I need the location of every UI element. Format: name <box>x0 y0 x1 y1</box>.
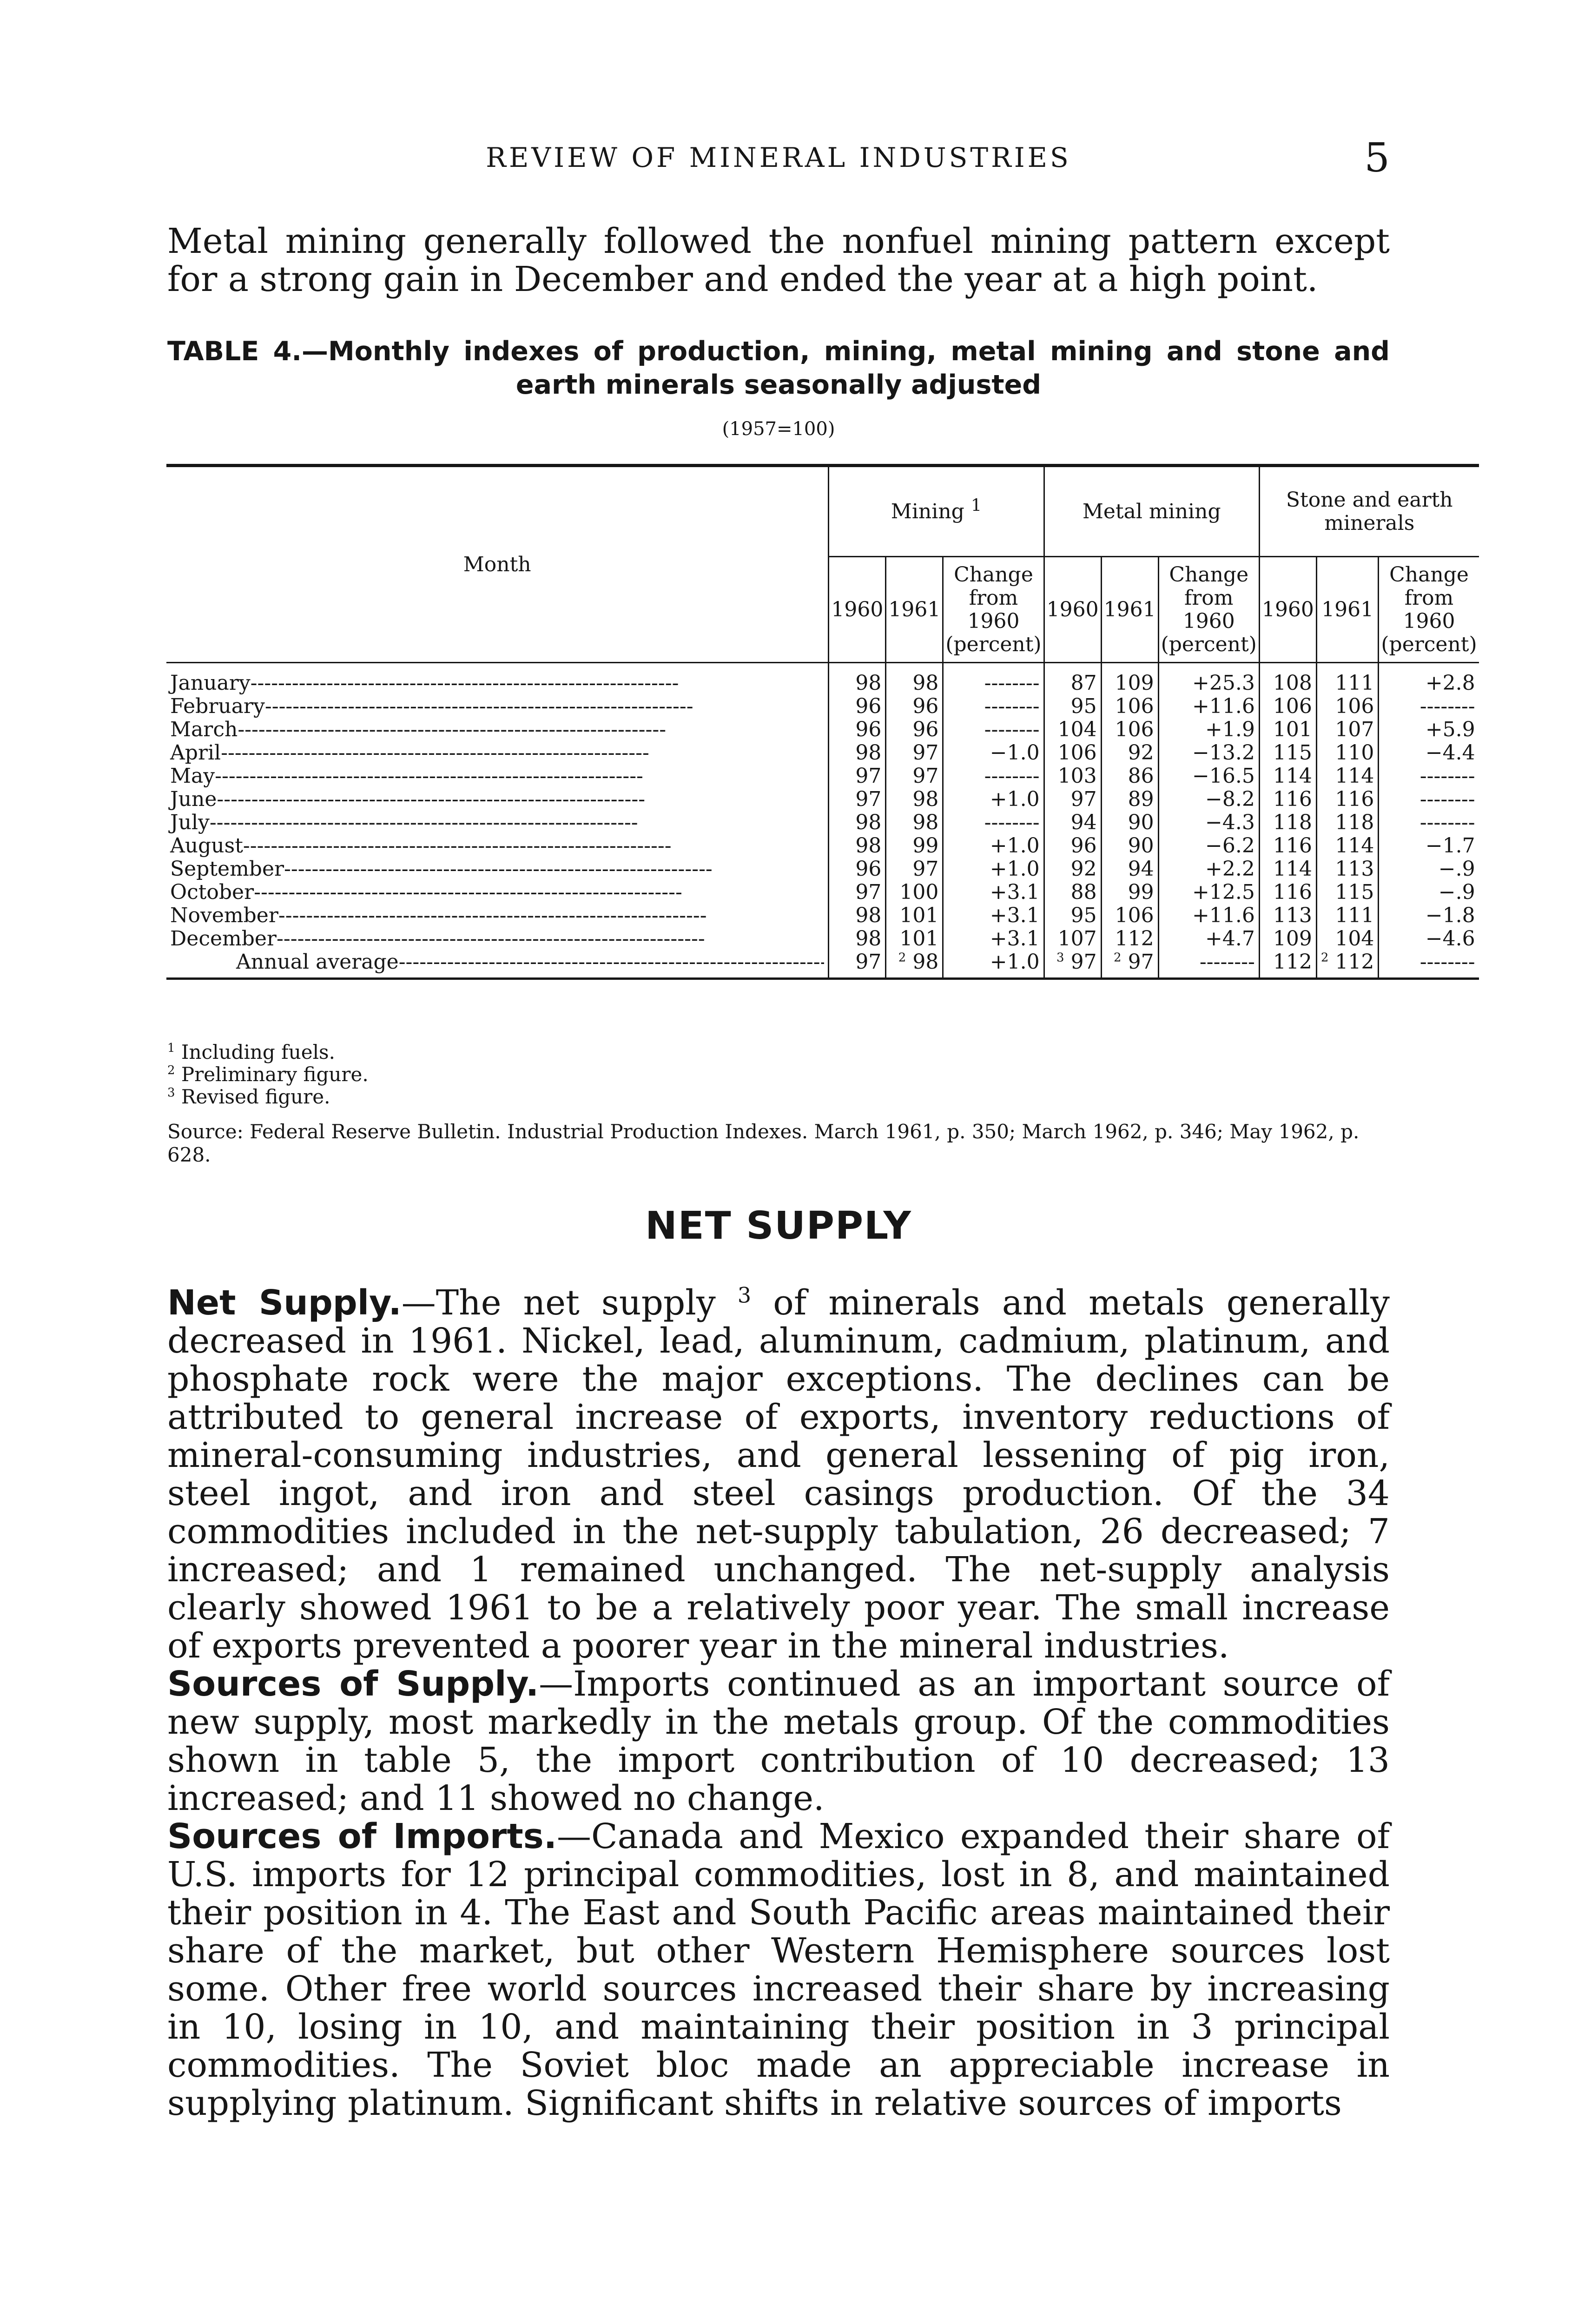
value-cell: 97 <box>829 765 886 788</box>
value-cell: 96 <box>886 718 943 741</box>
running-title: REVIEW OF MINERAL INDUSTRIES <box>486 142 1071 173</box>
metal-mining-group-header: Metal mining <box>1044 466 1259 557</box>
note-mark: 2 <box>1114 951 1122 965</box>
col-1960: 1960 <box>1044 557 1101 663</box>
value: 112 <box>1335 950 1374 974</box>
value: 97 <box>1128 950 1154 974</box>
value-cell <box>1044 951 1101 979</box>
month-cell <box>166 788 829 811</box>
dot-leader <box>277 927 824 951</box>
value-cell: +1.0 <box>943 788 1044 811</box>
stone-earth-group-header: Stone and earth minerals <box>1259 466 1479 557</box>
value-cell: 97 <box>886 765 943 788</box>
value: 112 <box>1273 950 1312 974</box>
table-row <box>166 695 1479 718</box>
month-cell <box>166 811 829 834</box>
table-note <box>167 1063 1390 1086</box>
value: 98 <box>912 950 939 974</box>
month-label: November <box>170 904 278 927</box>
value-cell: -------- <box>1379 788 1479 811</box>
month-label: September <box>170 857 284 881</box>
value-cell <box>1379 951 1479 979</box>
value-cell: 97 <box>1044 788 1101 811</box>
table-footnotes <box>167 1041 1390 1108</box>
sources-of-supply-text: —Imports continued as an important source of new supply, most markedly in the metals group. Of the commodities shown in table 5, the import contribution of 10 decreased; 13 increased; and 11 showed no change. <box>167 1664 1390 1818</box>
table-row <box>166 881 1479 904</box>
value-cell: -------- <box>943 765 1044 788</box>
table-note <box>167 1086 1390 1108</box>
value-cell <box>886 951 943 979</box>
value-cell: 92 <box>1044 858 1101 881</box>
table-caption-line2: earth minerals seasonally adjusted <box>515 370 1042 400</box>
value-cell: 98 <box>829 811 886 834</box>
value-cell: 97 <box>829 788 886 811</box>
table-note <box>167 1041 1390 1063</box>
value-cell: +3.1 <box>943 904 1044 927</box>
mining-label: Mining <box>891 499 964 523</box>
annual-average-label: Annual average <box>236 950 399 974</box>
sources-of-imports-text: —Canada and Mexico expanded their share of U.S. imports for 12 principal commodities, lost in 8, and maintained their position in 4. The East and South Pacific areas maintained their share of the market, but other Western Hemisphere sources lost some. Other free world sources increased their share by increasing in 10, losing in 10, and maintaining their position in 3 principal commodities. The Soviet bloc made an appreciable increase in supplying platinum. Significant shifts in relative sources of imports <box>167 1816 1390 2123</box>
value-cell: 96 <box>829 858 886 881</box>
value: -------- <box>1419 950 1475 974</box>
value-cell: 96 <box>886 695 943 718</box>
value-cell: 99 <box>886 834 943 858</box>
col-1961: 1961 <box>1316 557 1379 663</box>
value-cell: 106 <box>1044 741 1101 765</box>
value-cell: 98 <box>886 811 943 834</box>
value-cell: 97 <box>829 881 886 904</box>
month-label: February <box>170 694 265 718</box>
value-cell: 111 <box>1316 904 1379 927</box>
value-cell: 106 <box>1101 904 1158 927</box>
value-cell: 97 <box>886 858 943 881</box>
month-label: March <box>170 718 238 741</box>
value-cell: +11.6 <box>1158 904 1259 927</box>
value-cell: 116 <box>1259 881 1316 904</box>
annual-average-row <box>166 951 1479 979</box>
month-cell <box>166 663 829 695</box>
value-cell: 114 <box>1259 765 1316 788</box>
source-note: Source: Federal Reserve Bulletin. Industrial Production Indexes. March 1961, p. 350; March 1962, p. 346; May 1962, p. 628. <box>167 1120 1360 1166</box>
value-cell: +5.9 <box>1379 718 1479 741</box>
table-row <box>166 718 1479 741</box>
value: -------- <box>1199 950 1255 974</box>
value-cell: −.9 <box>1379 881 1479 904</box>
value-cell: 114 <box>1259 858 1316 881</box>
value-cell: 106 <box>1316 695 1379 718</box>
value-cell: −1.7 <box>1379 834 1479 858</box>
value-cell: +2.8 <box>1379 663 1479 695</box>
value-cell: 109 <box>1101 663 1158 695</box>
value-cell: 94 <box>1101 858 1158 881</box>
month-cell <box>166 695 829 718</box>
value-cell: 96 <box>829 695 886 718</box>
page-number: 5 <box>1364 135 1390 181</box>
running-header <box>167 135 1390 184</box>
table-base-note: (1957=100) <box>722 418 835 440</box>
month-cell <box>166 765 829 788</box>
value-cell: 104 <box>1044 718 1101 741</box>
value-cell <box>1259 951 1316 979</box>
month-label: August <box>170 834 243 858</box>
value-cell: −8.2 <box>1158 788 1259 811</box>
table-row <box>166 858 1479 881</box>
value-cell: 115 <box>1316 881 1379 904</box>
value-cell: +1.9 <box>1158 718 1259 741</box>
value: 97 <box>1070 950 1097 974</box>
value-cell: −16.5 <box>1158 765 1259 788</box>
value-cell: 101 <box>886 904 943 927</box>
table-note-text: Preliminary figure. <box>181 1063 369 1086</box>
intro-paragraph: Metal mining generally followed the nonfuel mining pattern except for a strong gain in December and ended the year at a high point. <box>167 221 1390 299</box>
col-1961: 1961 <box>1101 557 1158 663</box>
dot-leader <box>243 834 824 858</box>
value-cell: 116 <box>1259 834 1316 858</box>
table-note-text: Revised figure. <box>181 1085 330 1108</box>
value-cell: 112 <box>1101 927 1158 951</box>
value-cell: −13.2 <box>1158 741 1259 765</box>
value-cell: 96 <box>1044 834 1101 858</box>
value-cell: 114 <box>1316 834 1379 858</box>
value-cell: +1.0 <box>943 858 1044 881</box>
mining-note-mark: 1 <box>970 495 982 515</box>
value-cell: 92 <box>1101 741 1158 765</box>
value-cell: 115 <box>1259 741 1316 765</box>
value-cell: 86 <box>1101 765 1158 788</box>
table-row <box>166 927 1479 951</box>
dot-leader <box>251 672 824 695</box>
value-cell <box>829 951 886 979</box>
col-change: Change from 1960 (percent) <box>1158 557 1259 663</box>
value-cell: 106 <box>1101 718 1158 741</box>
month-cell <box>166 741 829 765</box>
value-cell: -------- <box>943 811 1044 834</box>
value-cell: 98 <box>829 927 886 951</box>
table-caption <box>167 335 1390 402</box>
value-cell: 106 <box>1259 695 1316 718</box>
value-cell: −1.8 <box>1379 904 1479 927</box>
value-cell: -------- <box>943 695 1044 718</box>
dot-leader <box>254 881 824 904</box>
value-cell: 113 <box>1316 858 1379 881</box>
col-change: Change from 1960 (percent) <box>943 557 1044 663</box>
value-cell: 118 <box>1316 811 1379 834</box>
value-cell: 111 <box>1316 663 1379 695</box>
table-caption-line1: TABLE 4.—Monthly indexes of production, mining, metal mining and stone and <box>167 336 1390 367</box>
value-cell: 107 <box>1044 927 1101 951</box>
value-cell: −1.0 <box>943 741 1044 765</box>
value-cell: 114 <box>1316 765 1379 788</box>
col-change: Change from 1960 (percent) <box>1379 557 1479 663</box>
table-row <box>166 904 1479 927</box>
value-cell: 95 <box>1044 695 1101 718</box>
dot-leader <box>284 858 824 881</box>
value-cell: 99 <box>1101 881 1158 904</box>
value-cell: 116 <box>1316 788 1379 811</box>
value-cell: 103 <box>1044 765 1101 788</box>
net-supply-text-start: —The net supply <box>401 1283 716 1323</box>
month-label: April <box>170 741 221 765</box>
month-label: December <box>170 927 277 951</box>
value-cell: −4.3 <box>1158 811 1259 834</box>
value: +1.0 <box>990 950 1040 974</box>
value-cell: +25.3 <box>1158 663 1259 695</box>
value-cell <box>1316 951 1379 979</box>
value-cell: 104 <box>1316 927 1379 951</box>
value-cell: -------- <box>1379 765 1479 788</box>
value-cell: -------- <box>943 663 1044 695</box>
table-note-mark: 1 <box>167 1041 175 1055</box>
sources-of-imports-heading: Sources of Imports. <box>167 1816 557 1856</box>
value-cell: 113 <box>1259 904 1316 927</box>
month-cell <box>166 858 829 881</box>
dot-leader <box>238 718 824 741</box>
value-cell: +12.5 <box>1158 881 1259 904</box>
value-cell: 94 <box>1044 811 1101 834</box>
value-cell: 96 <box>829 718 886 741</box>
section-title: NET SUPPLY <box>645 1204 912 1248</box>
note-mark: 2 <box>898 951 906 965</box>
month-header: Month <box>166 466 829 663</box>
month-cell <box>166 904 829 927</box>
mining-group-header <box>829 466 1044 557</box>
value-cell: 90 <box>1101 811 1158 834</box>
value-cell: 98 <box>829 741 886 765</box>
note-mark: 3 <box>1056 951 1064 965</box>
col-1960: 1960 <box>829 557 886 663</box>
dot-leader <box>221 741 824 765</box>
month-label: June <box>170 787 217 811</box>
month-label: January <box>170 671 251 695</box>
net-supply-paragraph <box>167 1284 1390 1665</box>
value-cell: 116 <box>1259 788 1316 811</box>
table-row <box>166 765 1479 788</box>
production-index-table <box>166 464 1479 980</box>
net-supply-heading: Net Supply. <box>167 1283 402 1323</box>
value-cell: -------- <box>1379 811 1479 834</box>
value-cell: -------- <box>943 718 1044 741</box>
value-cell: 101 <box>1259 718 1316 741</box>
table-note-text: Including fuels. <box>181 1041 335 1063</box>
dot-leader <box>399 951 824 974</box>
value-cell: 98 <box>886 663 943 695</box>
month-cell <box>166 951 829 979</box>
month-label: May <box>170 764 215 788</box>
dot-leader <box>215 765 824 788</box>
table-row <box>166 741 1479 765</box>
value-cell: 87 <box>1044 663 1101 695</box>
value-cell: 98 <box>829 904 886 927</box>
value-cell: 89 <box>1101 788 1158 811</box>
value-cell: 98 <box>829 834 886 858</box>
value-cell: +1.0 <box>943 834 1044 858</box>
month-cell <box>166 718 829 741</box>
value-cell: +2.2 <box>1158 858 1259 881</box>
net-supply-note-mark: 3 <box>737 1282 752 1308</box>
value-cell: 90 <box>1101 834 1158 858</box>
sources-of-supply-paragraph <box>167 1665 1390 1817</box>
value: 97 <box>855 950 882 974</box>
col-1960: 1960 <box>1259 557 1316 663</box>
table-row <box>166 788 1479 811</box>
table-note-mark: 3 <box>167 1086 175 1100</box>
month-cell <box>166 834 829 858</box>
dot-leader <box>210 811 824 834</box>
dot-leader <box>265 695 824 718</box>
dot-leader <box>217 788 824 811</box>
value-cell: 118 <box>1259 811 1316 834</box>
value-cell: +11.6 <box>1158 695 1259 718</box>
value-cell: +3.1 <box>943 927 1044 951</box>
table-row <box>166 834 1479 858</box>
value-cell: 98 <box>829 663 886 695</box>
value-cell: -------- <box>1379 695 1479 718</box>
dot-leader <box>278 904 824 927</box>
value-cell: 106 <box>1101 695 1158 718</box>
month-cell <box>166 927 829 951</box>
value-cell: −4.4 <box>1379 741 1479 765</box>
value-cell: 108 <box>1259 663 1316 695</box>
sources-of-supply-heading: Sources of Supply. <box>167 1664 539 1704</box>
value-cell <box>1101 951 1158 979</box>
value-cell: 95 <box>1044 904 1101 927</box>
value-cell: 109 <box>1259 927 1316 951</box>
value-cell: +4.7 <box>1158 927 1259 951</box>
value-cell <box>943 951 1044 979</box>
value-cell: 97 <box>886 741 943 765</box>
value-cell: −4.6 <box>1379 927 1479 951</box>
table-note-mark: 2 <box>167 1063 175 1077</box>
month-label: July <box>170 811 210 834</box>
table-row <box>166 811 1479 834</box>
value-cell: 110 <box>1316 741 1379 765</box>
value-cell: 88 <box>1044 881 1101 904</box>
net-supply-text: of minerals and metals generally decreased in 1961. Nickel, lead, aluminum, cadmium, platinum, and phosphate rock were the major exceptions. The declines can be attributed to general increase of exports, inventory reductions of mineral-consuming industries, and general lessening of pig iron, steel ingot, and iron and steel casings production. Of the 34 commodities included in the net-supply tabulation, 26 decreased; 7 increased; and 1 remained unchanged. The net-supply analysis clearly showed 1961 to be a relatively poor year. The small increase of exports prevented a poorer year in the mineral industries. <box>167 1283 1390 1666</box>
value-cell: −6.2 <box>1158 834 1259 858</box>
month-label: October <box>170 880 254 904</box>
sources-of-imports-paragraph <box>167 1817 1390 2122</box>
value-cell <box>1158 951 1259 979</box>
table-row <box>166 663 1479 695</box>
col-1961: 1961 <box>886 557 943 663</box>
value-cell: 98 <box>886 788 943 811</box>
value-cell: 101 <box>886 927 943 951</box>
value-cell: −.9 <box>1379 858 1479 881</box>
value-cell: 107 <box>1316 718 1379 741</box>
note-mark: 2 <box>1320 951 1329 965</box>
value-cell: 100 <box>886 881 943 904</box>
value-cell: +3.1 <box>943 881 1044 904</box>
month-cell <box>166 881 829 904</box>
